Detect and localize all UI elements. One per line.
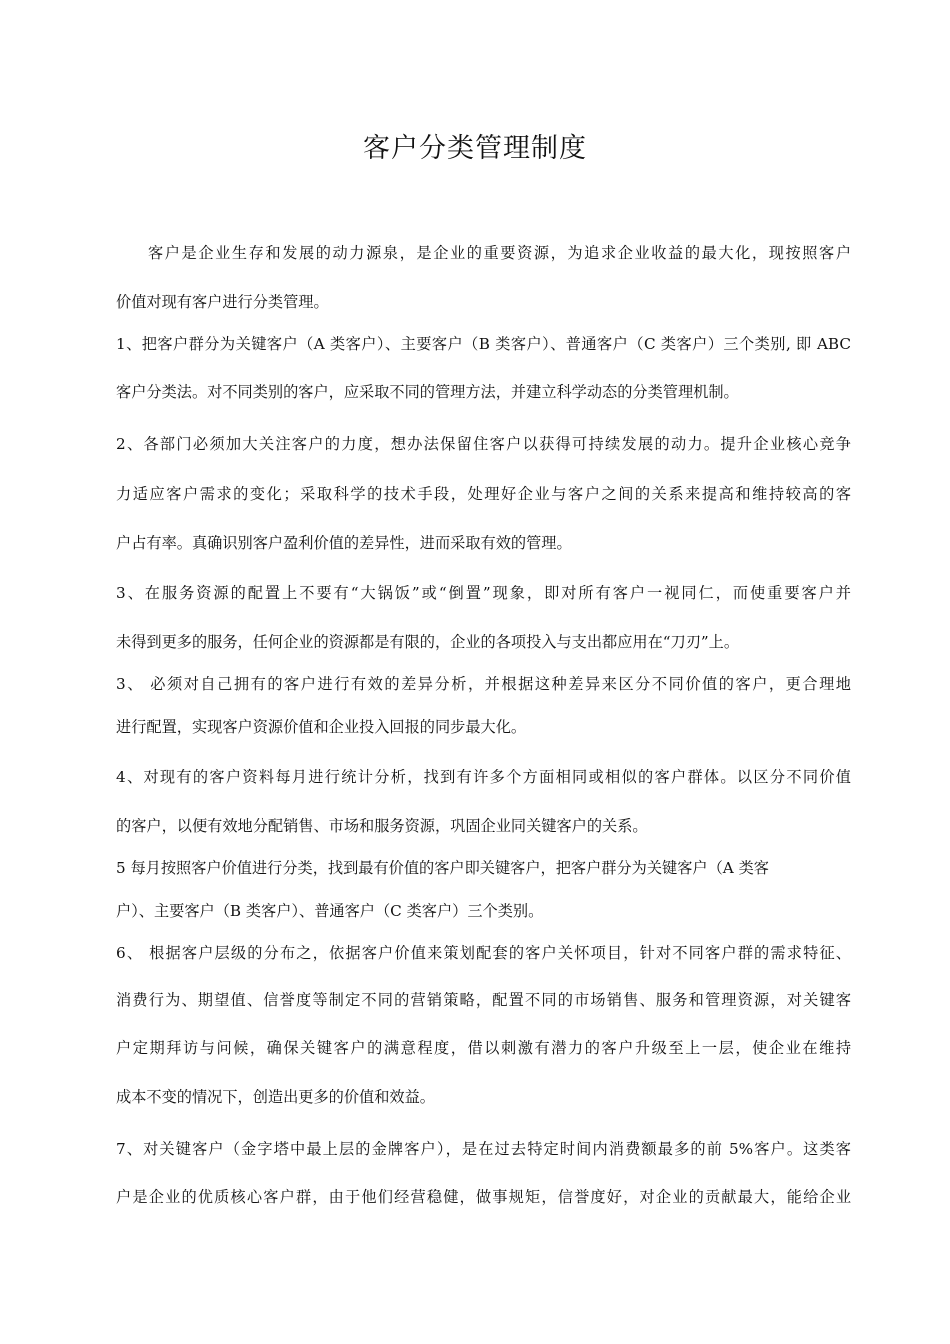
paragraph-line: 户是企业的优质核心客户群，由于他们经营稳健，做事规矩，信誉度好，对企业的贡献最大，能给企业	[116, 1188, 851, 1206]
paragraph-line: 力适应客户需求的变化；采取科学的技术手段，处理好企业与客户之间的关系来提高和维持较高的客	[116, 485, 851, 503]
paragraph-line: 的客户，以便有效地分配销售、市场和服务资源，巩固企业同关键客户的关系。	[116, 817, 648, 835]
paragraph-line: 1、把客户群分为关键客户（A 类客户）、主要客户（B 类客户）、普通客户（C 类客户）三个类别, 即 ABC	[116, 335, 851, 353]
paragraph-line: 户）、主要客户（B 类客户）、普通客户（C 类客户）三个类别。	[116, 902, 544, 920]
paragraph-line: 消费行为、期望值、信誉度等制定不同的营销策略，配置不同的市场销售、服务和管理资源，对关键客	[116, 991, 851, 1009]
paragraph-line: 进行配置，实现客户资源价值和企业投入回报的同步最大化。	[116, 718, 527, 736]
paragraph-line: 成本不变的情况下，创造出更多的价值和效益。	[116, 1088, 435, 1106]
paragraph-line: 3、在服务资源的配置上不要有“大锅饭”或“倒置”现象，即对所有客户一视同仁，而使重要客户并	[116, 584, 851, 602]
paragraph-line: 3、 必须对自己拥有的客户进行有效的差异分析，并根据这种差异来区分不同价值的客户，更合理地	[116, 675, 851, 693]
paragraph-line: 价值对现有客户进行分类管理。	[116, 293, 329, 311]
paragraph-line: 5 每月按照客户价值进行分类，找到最有价值的客户即关键客户，把客户群分为关键客户（A 类客	[116, 859, 769, 877]
paragraph-line: 户占有率。真确识别客户盈利价值的差异性，进而采取有效的管理。	[116, 534, 572, 552]
paragraph-line: 客户分类法。对不同类别的客户，应采取不同的管理方法，并建立科学动态的分类管理机制。	[116, 383, 739, 401]
paragraph-line: 6、 根据客户层级的分布之，依据客户价值来策划配套的客户关怀项目，针对不同客户群的需求特征、	[116, 944, 851, 962]
document-title: 客户分类管理制度	[363, 133, 587, 164]
paragraph-line: 户定期拜访与问候，确保关键客户的满意程度，借以刺激有潜力的客户升级至上一层，使企业在维持	[116, 1039, 851, 1057]
paragraph-line: 7、对关键客户（金字塔中最上层的金牌客户），是在过去特定时间内消费额最多的前 5%客户。这类客	[116, 1140, 851, 1158]
paragraph-line: 客户是企业生存和发展的动力源泉，是企业的重要资源，为追求企业收益的最大化，现按照客户	[148, 244, 851, 262]
paragraph-line: 4、对现有的客户资料每月进行统计分析，找到有许多个方面相同或相似的客户群体。以区分不同价值	[116, 768, 851, 786]
paragraph-line: 未得到更多的服务，任何企业的资源都是有限的，企业的各项投入与支出都应用在“刀刃”上。	[116, 633, 740, 651]
paragraph-line: 2、各部门必须加大关注客户的力度，想办法保留住客户以获得可持续发展的动力。提升企业核心竞争	[116, 435, 851, 453]
